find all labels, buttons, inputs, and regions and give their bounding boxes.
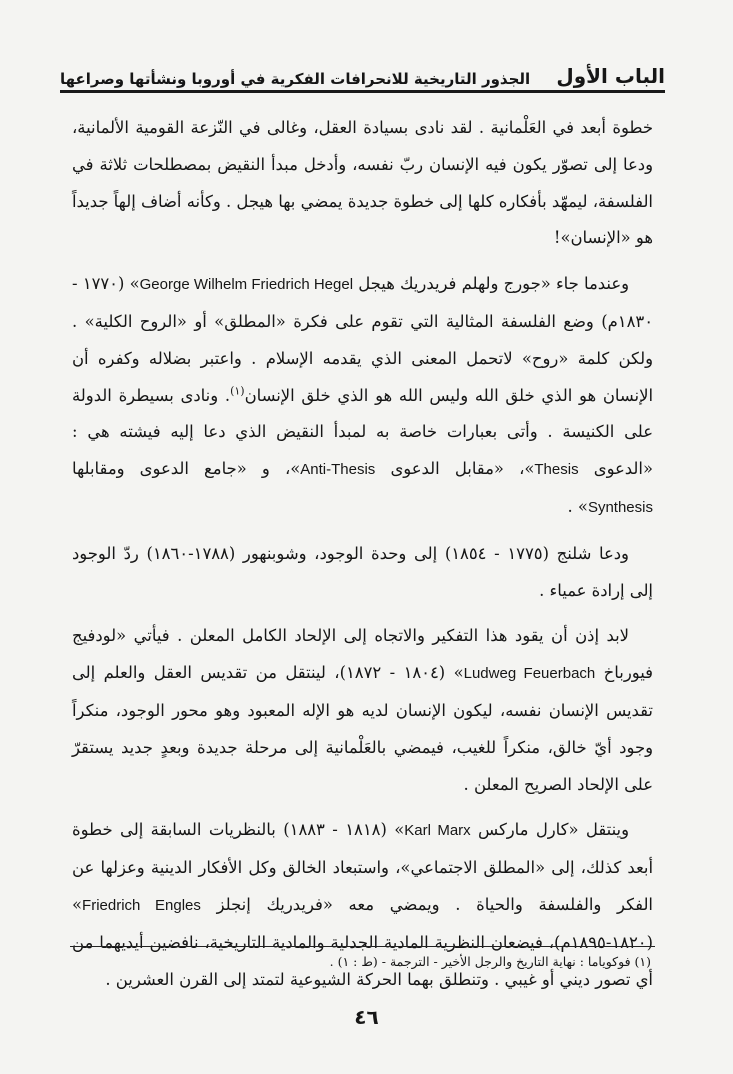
chapter-label: الباب الأول: [556, 64, 665, 88]
marx-text-2: » (١٨١٨ - ١٨٨٣) بالنظريات السابقة إلى خطوة أبعد كذلك، إلى «المطلق الاجتماعي»، واستبعاد الخالق وكل الأفكار الدينية وعزلها عن الفكر والفلسفة والحياة . ويمضي معه «فريدريك إنجلز: [72, 820, 653, 914]
paragraph-schelling: [72, 536, 653, 610]
hegel-text-5: »، و «جامع الدعوى ومقابلها: [72, 459, 301, 479]
feuerbach-text-1: لابد إذن أن يقود هذا التفكير والاتجاه إلى الإلحاد الكامل المعلن . فيأتي «لودفيج فيورباخ: [72, 626, 653, 683]
latin-term-thesis: Thesis: [534, 461, 579, 479]
marx-text-3: » (١٨٢٠-١٨٩٥م)، فيضعان النظرية المادية الجدلية والمادية التاريخية، نافضين أيديهما من أي تصور ديني أو غيبي . وتنطلق بهما الحركة الشيوعية لتمتد إلى القرن العشرين .: [72, 894, 653, 989]
paragraph-hegel: [72, 266, 653, 527]
body-text: [72, 110, 653, 1007]
running-header: [60, 52, 665, 88]
paragraph-1-text: خطوة أبعد في العَلْمانية . لقد نادى بسيادة العقل، وغالى في النّزعة القومية الألمانية، ودعا إلى تصوّر يكون فيه الإنسان ربّ نفسه، وأدخل مبدأ النقيض بمصطلحات ثلاثة في الفلسفة، ليمهّد بأفكاره كلها إلى خطوة جديدة يمضي بها هيجل . وكأنه أضاف إلهاً جديداً هو «الإنسان»!: [72, 118, 653, 248]
latin-term-hegel: George Wilhelm Friedrich Hegel: [139, 276, 354, 294]
marx-text-1: وينتقل «كارل ماركس: [470, 820, 629, 840]
header-rule: [60, 90, 665, 93]
footnote-rule: [70, 946, 655, 947]
feuerbach-text-2: » (١٨٠٤ - ١٨٧٢)، لينتقل من تقديس العقل والعلم إلى تقديس الإنسان نفسه، ليكون الإنسان لديه هو الإله المعبود وهو محور الوجود، منكراً وجود أيّ خالق، منكراً للغيب، فيمضي بالعَلْمانية إلى مرحلة جديدة وبعدٍ جديد يستقرّ على الإلحاد الصريح المعلن .: [72, 663, 653, 794]
latin-term-engels: Friedrich Engles: [82, 896, 201, 914]
latin-term-antithesis: Anti-Thesis: [300, 461, 376, 479]
chapter-title: الجذور التاريخية للانحرافات الفكرية في أوروبا ونشأتها وصراعها: [60, 70, 531, 88]
footnote-reference: (١): [230, 384, 245, 398]
page-number: ٤٦: [354, 1005, 379, 1029]
hegel-text-4: »، «مقابل الدعوى: [375, 459, 535, 479]
latin-term-marx: Karl Marx: [404, 822, 471, 840]
latin-term-feuerbach: Ludweg Feuerbach: [463, 665, 596, 683]
hegel-text-2: » (١٧٧٠ - ١٨٣٠م) وضع الفلسفة المثالية التي تقوم على فكرة «المطلق» أو «الروح الكلية» . ولكن كلمة «روح» لاتحمل المعنى الذي يقدمه الإسلام . واعتبر بضلاله وكفره أن الإنسان هو الذي خلق الله وليس الله هو الذي خلق الإنسان: [72, 274, 654, 405]
paragraph-feuerbach: [72, 618, 653, 803]
latin-term-synthesis: Synthesis: [587, 498, 653, 516]
footnote: (١) فوكوياما : نهاية التاريخ والرجل الأخير - الترجمة - (ط : ١) .: [329, 954, 651, 969]
hegel-text-6: » .: [567, 496, 588, 516]
hegel-text-3: . ونادى بسيطرة الدولة على الكنيسة . وأتى بعبارات خاصة به لمبدأ النقيض الذي دعا إليه فيشته هي : «الدعوى: [72, 385, 653, 479]
paragraph-1: [72, 110, 653, 257]
schelling-text: ودعا شلنج (١٧٧٥ - ١٨٥٤) إلى وحدة الوجود، وشوبنهور (١٧٨٨-١٨٦٠) ردّ الوجود إلى إرادة عمياء .: [72, 543, 653, 600]
hegel-text-1: وعندما جاء «جورج ولهلم فريدريك هيجل: [353, 274, 630, 294]
